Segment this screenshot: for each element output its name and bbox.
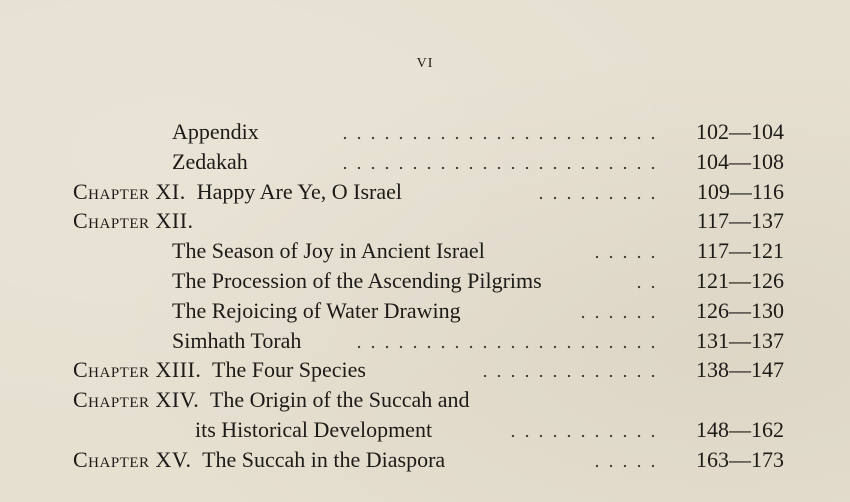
- entry-title: Appendix: [172, 119, 259, 144]
- toc-entry: [0, 266, 850, 296]
- table-of-contents: [0, 117, 850, 475]
- entry-heading: [73, 445, 445, 475]
- dot-leader: [588, 445, 660, 475]
- page-range: 138—147: [696, 357, 784, 383]
- toc-entry: [0, 355, 850, 385]
- chapter-label: Chapter XV.: [73, 446, 192, 472]
- toc-entry: [0, 415, 850, 445]
- toc-entry: [0, 385, 850, 415]
- page-range: 121—126: [696, 267, 784, 293]
- page-range: 104—108: [696, 148, 784, 174]
- page-range: 102—104: [696, 119, 784, 144]
- page-range: 163—173: [696, 446, 784, 472]
- toc-entry: [0, 177, 850, 207]
- dot-leader: [478, 355, 660, 385]
- toc-entry: [0, 206, 850, 236]
- dot-leader: [350, 326, 660, 356]
- dot-leader: [535, 177, 660, 207]
- entry-title: Simhath Torah: [172, 327, 302, 353]
- dot-leader: [340, 147, 660, 177]
- entry-heading: [73, 355, 366, 385]
- toc-entry: [0, 147, 850, 177]
- entry-title: its Historical Development: [195, 416, 433, 442]
- chapter-label: Chapter XIII.: [73, 357, 202, 383]
- chapter-label: Chapter XII.: [73, 208, 194, 234]
- entry-title: Zedakah: [172, 148, 248, 174]
- toc-entry: [0, 326, 850, 356]
- entry-title: The Procession of the Ascending Pilgrims: [172, 267, 542, 293]
- entry-title: The Season of Joy in Ancient Israel: [172, 238, 485, 264]
- toc-entry: [0, 117, 850, 147]
- entry-title: The Four Species: [212, 357, 366, 383]
- page-range: 109—116: [696, 178, 784, 204]
- entry-heading: [73, 177, 402, 207]
- page-range: 117—137: [696, 208, 784, 234]
- entry-heading: [73, 206, 194, 236]
- page-range: 131—137: [696, 327, 784, 353]
- page-range: 117—121: [696, 238, 784, 264]
- page-number: VI: [416, 56, 434, 71]
- dot-leader: [632, 266, 660, 296]
- toc-entry: [0, 296, 850, 326]
- dot-leader: [580, 296, 660, 326]
- page-range: 126—130: [696, 297, 784, 323]
- toc-entry: [0, 236, 850, 266]
- dot-leader: [340, 117, 660, 147]
- entry-title: The Succah in the Diaspora: [202, 446, 446, 472]
- toc-entry: [0, 445, 850, 475]
- page-range: 148—162: [696, 416, 784, 442]
- entry-heading: [73, 385, 470, 415]
- chapter-label: Chapter XIV.: [73, 387, 200, 413]
- dot-leader: [592, 236, 660, 266]
- entry-title: The Rejoicing of Water Drawing: [172, 297, 461, 323]
- chapter-label: Chapter XI.: [73, 178, 186, 204]
- entry-title: Happy Are Ye, O Israel: [196, 178, 403, 204]
- dot-leader: [508, 415, 660, 445]
- entry-title: The Origin of the Succah and: [209, 387, 470, 413]
